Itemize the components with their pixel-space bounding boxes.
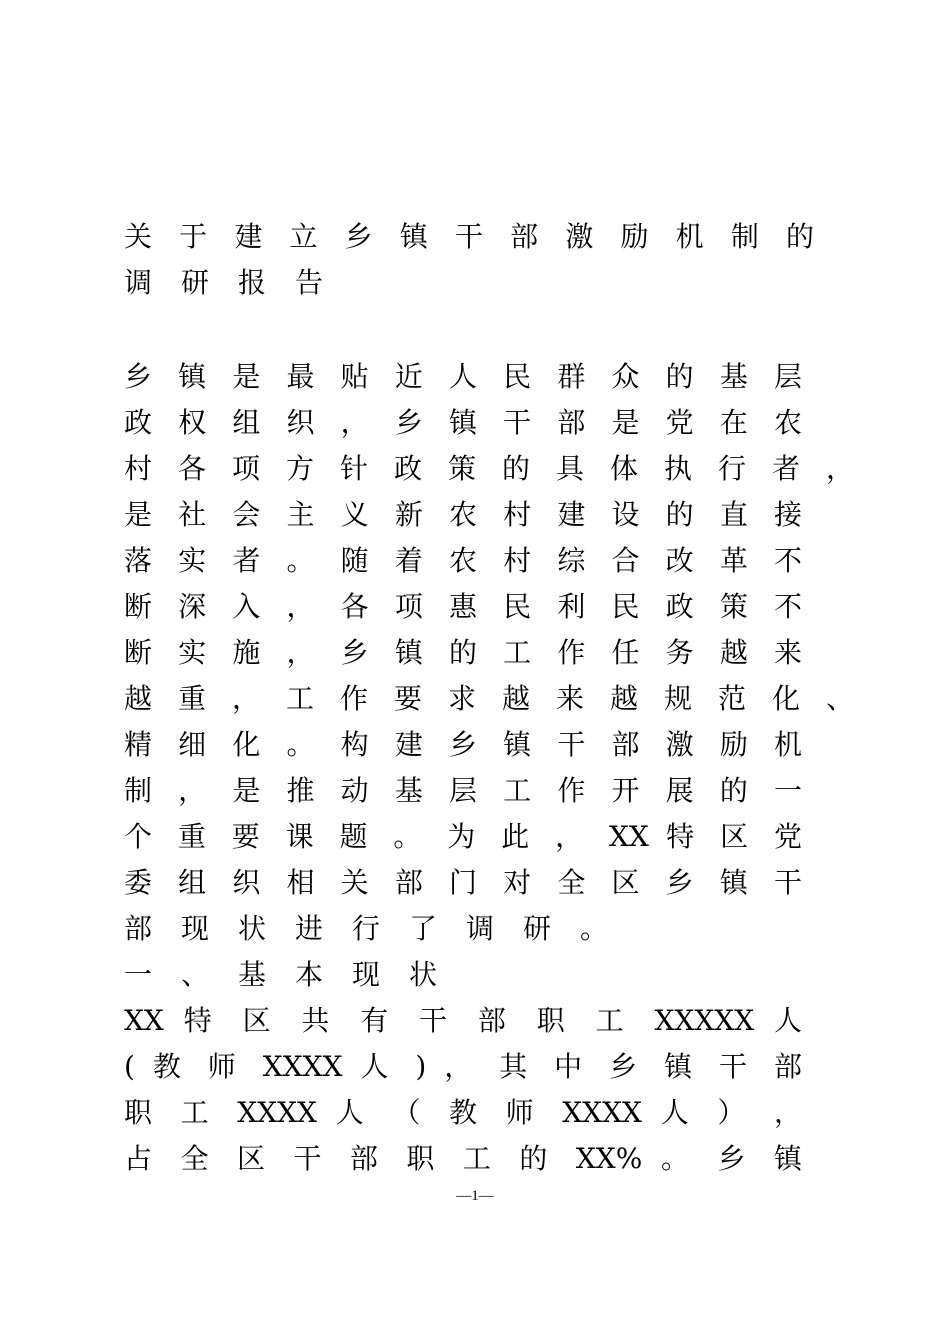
body-line: 落 实 者 。 随 着 农 村 综 合 改 革 不 [124,544,802,577]
title-line-1: 关 于 建 立 乡 镇 干 部 激 励 机 制 的 [124,220,814,253]
body-line: 委 组 织 相 关 部 门 对 全 区 乡 镇 干 [124,866,802,899]
body-line: 越 重 ， 工 作 要 求 越 来 越 规 范 化 、 [124,682,854,715]
body-line: 部现状进行了调研。 [124,912,638,945]
page-number: —1— [456,1188,494,1204]
body-line: 是 社 会 主 义 新 农 村 建 设 的 直 接 [124,498,802,531]
body-line: 个 重 要 课 题 。 为 此 ， XX 特 区 党 [124,820,802,853]
title-line-2: 调研报告 [124,266,353,299]
body-line: 制 ， 是 推 动 基 层 工 作 开 展 的 一 [124,774,802,807]
body-line: 职 工 XXXX 人 （ 教 师 XXXX 人 ） ， [124,1096,802,1129]
body-line: ( 教 师 XXXX 人 ) ， 其 中 乡 镇 干 部 [124,1050,802,1083]
body-line: 乡 镇 是 最 贴 近 人 民 群 众 的 基 层 [124,360,802,393]
body-line: 政 权 组 织 ， 乡 镇 干 部 是 党 在 农 [124,406,802,439]
body-line: 占 全 区 干 部 职 工 的 XX% 。 乡 镇 [124,1142,802,1175]
body-line: 精 细 化 。 构 建 乡 镇 干 部 激 励 机 [124,728,802,761]
body-line: 断 实 施 ， 乡 镇 的 工 作 任 务 越 来 [124,636,802,669]
report-title [124,214,814,306]
body-line: 村 各 项 方 针 政 策 的 具 体 执 行 者 ， [124,452,854,485]
body-line: 断 深 入 ， 各 项 惠 民 利 民 政 策 不 [124,590,802,623]
body-line: XX 特 区 共 有 干 部 职 工 XXXXX 人 [124,1004,802,1037]
section-heading: 一、基本现状 [124,958,467,991]
report-body [124,354,854,1182]
